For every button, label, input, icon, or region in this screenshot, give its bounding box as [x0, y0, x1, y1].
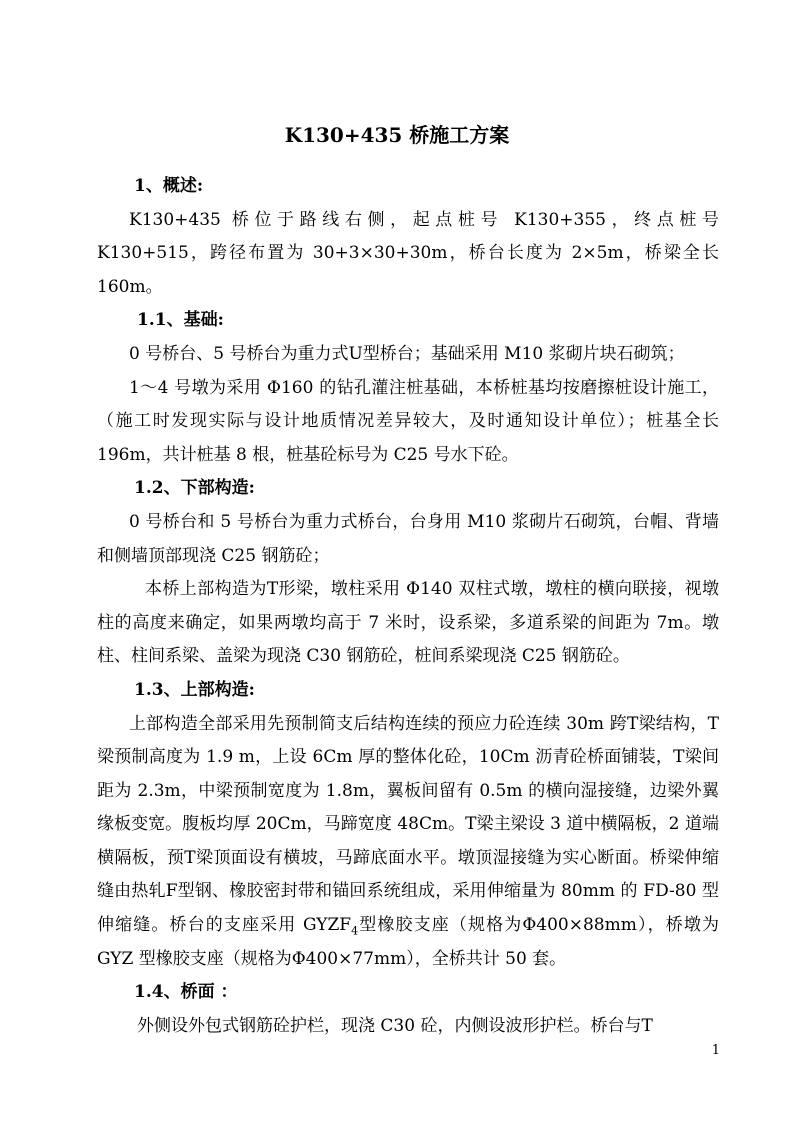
paragraph-abutment-foundation: 0 号桥台、5 号桥台为重力式U型桥台；基础采用 M10 浆砌片块石砌筑； [129, 343, 685, 364]
paragraph-pier-columns: 本桥上部构造为T形梁，墩柱采用 Φ140 双柱式墩，墩柱的横向联接，视墩柱的高度来确定，如果两墩均高于 7 米时，设系梁，多道系梁的间距为 7m。墩柱、柱间系梁、盖梁为现浇 C30 钢筋砼，桩间系梁现浇 C25 钢筋砼。 [97, 579, 719, 667]
section-heading-deck: 1.4、桥面 ： [134, 982, 238, 1003]
document-title: K130+435 桥施工方案 [284, 123, 510, 147]
section-heading-foundation: 1.1、基础: [137, 310, 224, 331]
section-heading-superstructure: 1.3、上部构造: [134, 679, 255, 700]
section-heading-overview: 1、概述: [134, 176, 204, 196]
paragraph-deck: 外侧设外包式钢筋砼护栏，现浇 C30 砼，内侧设波形护栏。桥台与T [137, 1015, 653, 1036]
paragraph-overview: K130+435 桥位于路线右侧，起点桩号 K130+355，终点桩号 K130+515，跨径布置为 30+3×30+30m，桥台长度为 2×5m，桥梁全长 160m。 [97, 209, 719, 297]
paragraph-superstructure [97, 708, 719, 977]
page-number: 1 [711, 1043, 720, 1058]
document-body [97, 170, 719, 1043]
section-heading-substructure: 1.2、下部构造: [134, 478, 255, 499]
paragraph-abutment-body: 0 号桥台和 5 号桥台为重力式桥台，台身用 M10 浆砌片石砌筑，台帽、背墙和侧墙顶部现浇 C25 钢筋砼； [97, 511, 719, 566]
paragraph-pier-foundation: 1～4 号墩为采用 Φ160 的钻孔灌注桩基础，本桥桩基均按磨擦桩设计施工，（施工时发现实际与设计地质情况差异较大，及时通知设计单位）；桩基全长 196m，共计桩基 8 根，桩基砼标号为 C25 号水下砼。 [97, 377, 719, 465]
bearing-subscript: 4 [351, 924, 359, 938]
superstructure-text-part2: 型橡胶支座（规格为Φ400×88mm），桥墩为 GYZ 型橡胶支座（规格为Φ400×77mm），全桥共计 50 套。 [97, 915, 719, 969]
superstructure-text-part1: 上部构造全部采用先预制简支后结构连续的预应力砼连续 30m 跨T梁结构，T梁预制高度为 1.9 m，上设 6Cm 厚的整体化砼，10Cm 沥青砼桥面铺装，T梁间距为 2.3m，中梁预制宽度为 1.8m，翼板间留有 0.5m 的横向湿接缝，边梁外翼缘板变宽。腹板均厚 20Cm，马蹄宽度 48Cm。T梁主梁设 3 道中横隔板，2 道端横隔板，预T梁顶面设有横坡，马蹄底面水平。墩顶湿接缝为实心断面。桥梁伸缩缝由热轧F型钢、橡胶密封带和锚回系统组成，采用伸缩量为 80mm 的 FD-80 型伸缩缝。桥台的支座采用 GYZF [97, 713, 719, 936]
